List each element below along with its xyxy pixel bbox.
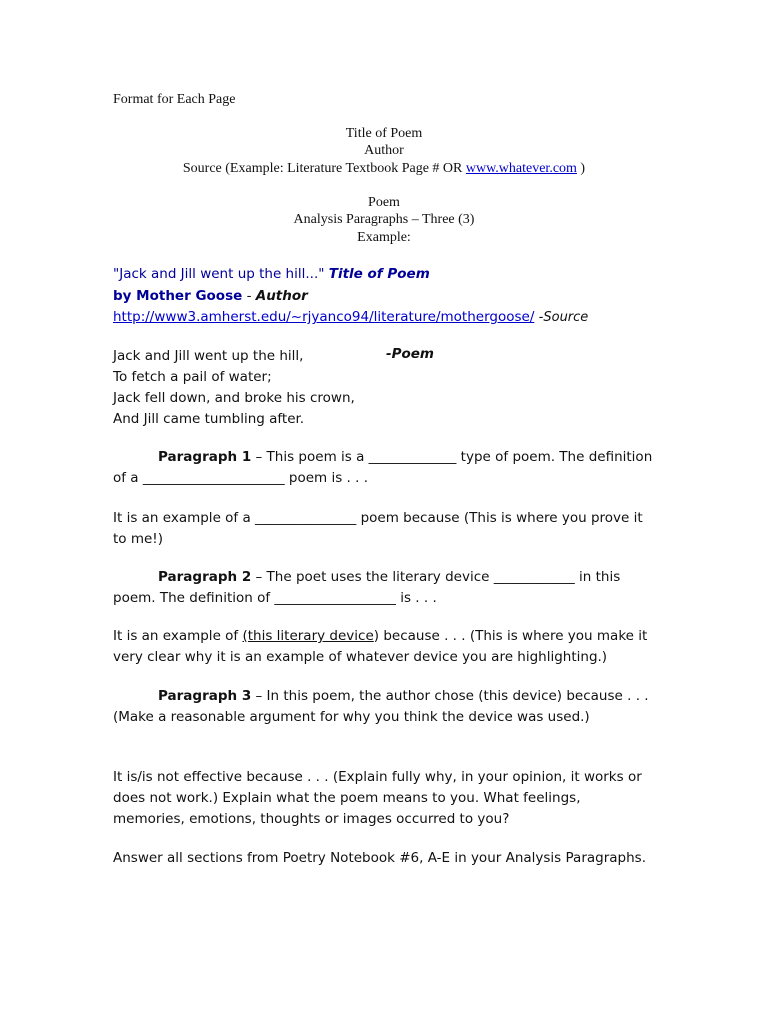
poem-block	[113, 346, 355, 430]
template-poem: Poem	[368, 195, 400, 210]
template-source	[0, 161, 768, 177]
source-link[interactable]: www.whatever.com	[465, 161, 577, 176]
example-author-sep: -	[242, 288, 256, 304]
paragraph-3-text: – In this poem, the author chose (this device) because . . . (Make a reasonable argument for why you think the device was used.)	[113, 688, 649, 725]
template-author: Author	[364, 143, 404, 158]
paragraph-2-follow	[113, 626, 653, 668]
format-heading: Format for Each Page	[113, 92, 236, 107]
poem-line: And Jill came tumbling after.	[113, 411, 305, 427]
paragraph-3-label: Paragraph 3	[158, 688, 252, 704]
paragraph-3-follow: It is/is not effective because . . . (Explain fully why, in your opinion, it works or does not work.) Explain what the poem means to you. What feelings, memories, emotions, thoughts or images occurred to you?	[113, 769, 642, 827]
paragraph-2	[113, 567, 653, 609]
example-url[interactable]: http://www3.amherst.edu/~rjyanco94/literature/mothergoose/	[113, 309, 535, 325]
paragraph-2-label: Paragraph 2	[158, 569, 252, 585]
p2-follow-start: It is an example of	[113, 628, 243, 644]
example-author-line	[113, 288, 308, 304]
closing-instructions: Answer all sections from Poetry Notebook #6, A-E in your Analysis Paragraphs.	[113, 850, 646, 866]
paragraph-1	[113, 447, 653, 489]
paragraph-2-text: – The poet uses the literary device ____________ in this poem. The definition of __________________ is . . .	[113, 569, 621, 606]
paragraph-3	[113, 686, 653, 728]
source-prefix: Source (Example: Literature Textbook Page # OR	[182, 161, 466, 176]
paragraph-1-text: – This poem is a _____________ type of poem. The definition of a _____________________ poem is . . .	[113, 449, 653, 486]
poem-label: -Poem	[386, 346, 434, 362]
template-analysis: Analysis Paragraphs – Three (3)	[293, 212, 475, 227]
example-author-label: Author	[255, 288, 308, 304]
template-example: Example:	[357, 230, 411, 245]
example-title-quote: "Jack and Jill went up the hill..."	[113, 266, 325, 282]
example-source-label: -Source	[538, 310, 589, 325]
poem-line: Jack and Jill went up the hill,	[113, 348, 304, 364]
p2-follow-end: ) because . . . (This is where you make it very clear why it is an example of whatever device you are highlighting.)	[113, 628, 648, 665]
poem-line: Jack fell down, and broke his crown,	[113, 390, 355, 406]
source-suffix: )	[576, 161, 586, 176]
example-title-label: Title of Poem	[328, 266, 430, 282]
example-title-line	[113, 266, 430, 282]
p2-follow-underlined: (this literary device	[242, 628, 374, 644]
example-source-line	[113, 309, 588, 325]
paragraph-1-label: Paragraph 1	[158, 449, 252, 465]
paragraph-1-follow: It is an example of a _______________ poem because (This is where you prove it to me!)	[113, 510, 643, 547]
example-by-line: by Mother Goose	[113, 288, 243, 304]
poem-line: To fetch a pail of water;	[113, 369, 272, 385]
template-title: Title of Poem	[345, 126, 423, 141]
